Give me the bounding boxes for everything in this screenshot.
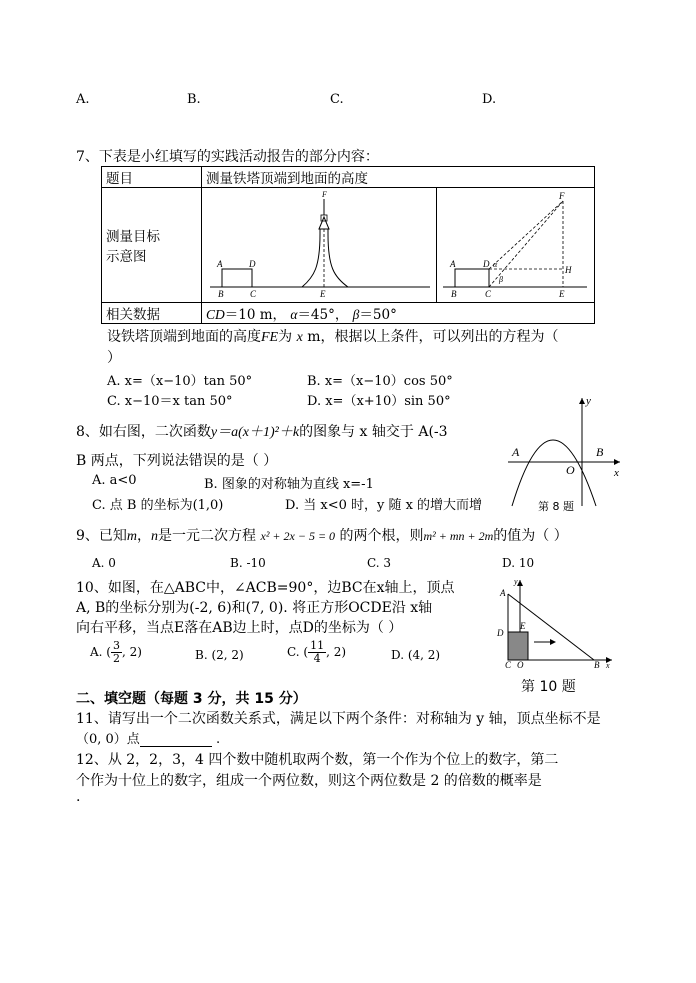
q7-question-close: ）: [107, 350, 121, 366]
geo-label-h: H: [565, 264, 572, 275]
geo-label-d: D: [483, 258, 490, 269]
q7-option-d: D. x=（x+10）sin 50°: [307, 394, 451, 409]
target-label: 测量目标 示意图: [102, 188, 202, 302]
tower-figure-cell: [202, 188, 437, 302]
tower-figure: [202, 189, 436, 301]
q8-option-a: A. a<0: [92, 473, 137, 488]
q7-question: 设铁塔顶端到地面的高度FE为 x m，根据以上条件，可以列出的方程为（: [107, 329, 559, 345]
q11-line2: （0, 0）点 .: [76, 732, 221, 747]
q10-line2: A, B的坐标分别为(-2, 6)和(7, 0). 将正方形OCDE沿 x轴: [76, 600, 433, 616]
q8-fig-o: O: [566, 463, 575, 477]
q7-report-table: [101, 166, 595, 324]
q8-fig-a: A: [512, 445, 520, 459]
q12-line1: 12、从 2，2，3，4 四个数中随机取两个数，第一个作为个位上的数字，第二: [76, 752, 559, 768]
geo-label-beta: β: [499, 274, 503, 284]
tower-label-b: B: [218, 288, 224, 299]
q8-line2: B 两点，下列说法错误的是（ ）: [76, 453, 278, 469]
q9-option-b: B. -10: [230, 556, 266, 570]
q9-stem: 9、已知m，n是一元二次方程 x² + 2x − 5 = 0 的两个根，则m² + mn + 2m的值为（ ）: [76, 528, 568, 544]
geo-label-alpha: α: [493, 259, 498, 269]
q8-fig-y: y: [586, 395, 591, 407]
tower-label-d: D: [249, 258, 256, 269]
topic-label: 题目: [102, 167, 202, 188]
q10-fig-e: E: [520, 621, 526, 631]
geo-label-f: F: [559, 190, 565, 201]
q9-option-c: C. 3: [367, 556, 392, 570]
tower-label-c: C: [250, 288, 257, 299]
geometry-figure: [437, 189, 593, 301]
q10-fig-caption: 第 10 题: [521, 679, 576, 695]
q8-option-b: B. 图象的对称轴为直线 x=-1: [204, 477, 374, 492]
q8-fig-x: x: [614, 467, 619, 479]
geo-label-a: A: [450, 258, 456, 269]
q8-option-c: C. 点 B 的坐标为(1,0): [92, 498, 224, 513]
geo-label-c: C: [485, 288, 492, 299]
q10-fig-x: x: [606, 661, 610, 668]
q10-option-a: A. ( $\frac{3}{2}$ , 2): [90, 639, 142, 665]
q10-fig-d: D: [497, 628, 504, 638]
q12-line3: .: [76, 789, 81, 805]
q8-stem: 8、如右图，二次函数y＝a(x＋1)²＋k的图象与 x 轴交于 A(-3: [76, 424, 448, 440]
q12-line2: 个作为十位上的数字，组成一个两位数，则这个两位数是 2 的倍数的概率是: [76, 773, 542, 789]
q8-parabola-figure: [504, 394, 624, 512]
q7-option-a: A. x=（x−10）tan 50°: [107, 374, 253, 389]
geo-label-b: B: [451, 288, 457, 299]
section2-title: 二、填空题（每题 3 分，共 15 分）: [76, 691, 307, 707]
q8-option-d: D. 当 x<0 时，y 随 x 的增大而增: [285, 498, 483, 513]
q10-option-b: B. (2, 2): [195, 648, 244, 662]
geo-label-e: E: [559, 288, 565, 299]
tower-label-f: F: [322, 189, 327, 199]
q8-fig-b: B: [596, 445, 604, 459]
q10-option-c: C. ( $\frac{11}{4}$ , 2): [287, 639, 347, 665]
q10-fig-y: y: [514, 577, 518, 586]
q11-answer-blank[interactable]: [140, 734, 212, 747]
q10-line1: 10、如图，在△ABC中，∠ACB=90°，边BC在x轴上，顶点: [76, 580, 455, 596]
tower-label-e: E: [320, 288, 326, 299]
q10-fig-a: A: [500, 588, 506, 598]
q7-stem: 7、下表是小红填写的实践活动报告的部分内容：: [76, 149, 379, 165]
q11-line1: 11、请写出一个二次函数关系式，满足以下两个条件：对称轴为 y 轴，顶点坐标不是: [76, 711, 601, 727]
tower-label-a: A: [217, 258, 223, 269]
data-values: CD＝10 m， α＝45°， β＝50°: [202, 302, 595, 323]
q6-option-c: C.: [330, 92, 344, 107]
geometry-figure-cell: [437, 188, 595, 302]
topic-value: 测量铁塔顶端到地面的高度: [202, 167, 595, 188]
q10-option-d: D. (4, 2): [391, 648, 441, 662]
q6-option-d: D.: [482, 92, 497, 107]
q7-option-b: B. x=（x−10）cos 50°: [307, 374, 453, 389]
q10-triangle-figure: [496, 576, 616, 668]
q9-option-a: A. 0: [92, 556, 116, 570]
q10-fig-c: C: [505, 660, 512, 668]
data-label: 相关数据: [102, 302, 202, 323]
q8-fig-caption: 第 8 题: [538, 500, 574, 512]
q7-option-c: C. x−10＝x tan 50°: [107, 394, 233, 409]
q6-option-a: A.: [76, 92, 90, 107]
q10-line3: 向右平移，当点E落在AB边上时，点D的坐标为（ ）: [76, 620, 403, 636]
q10-fig-o: O: [517, 660, 524, 668]
q10-fig-b: B: [594, 660, 600, 668]
q9-option-d: D. 10: [502, 556, 535, 570]
q6-option-b: B.: [187, 92, 201, 107]
